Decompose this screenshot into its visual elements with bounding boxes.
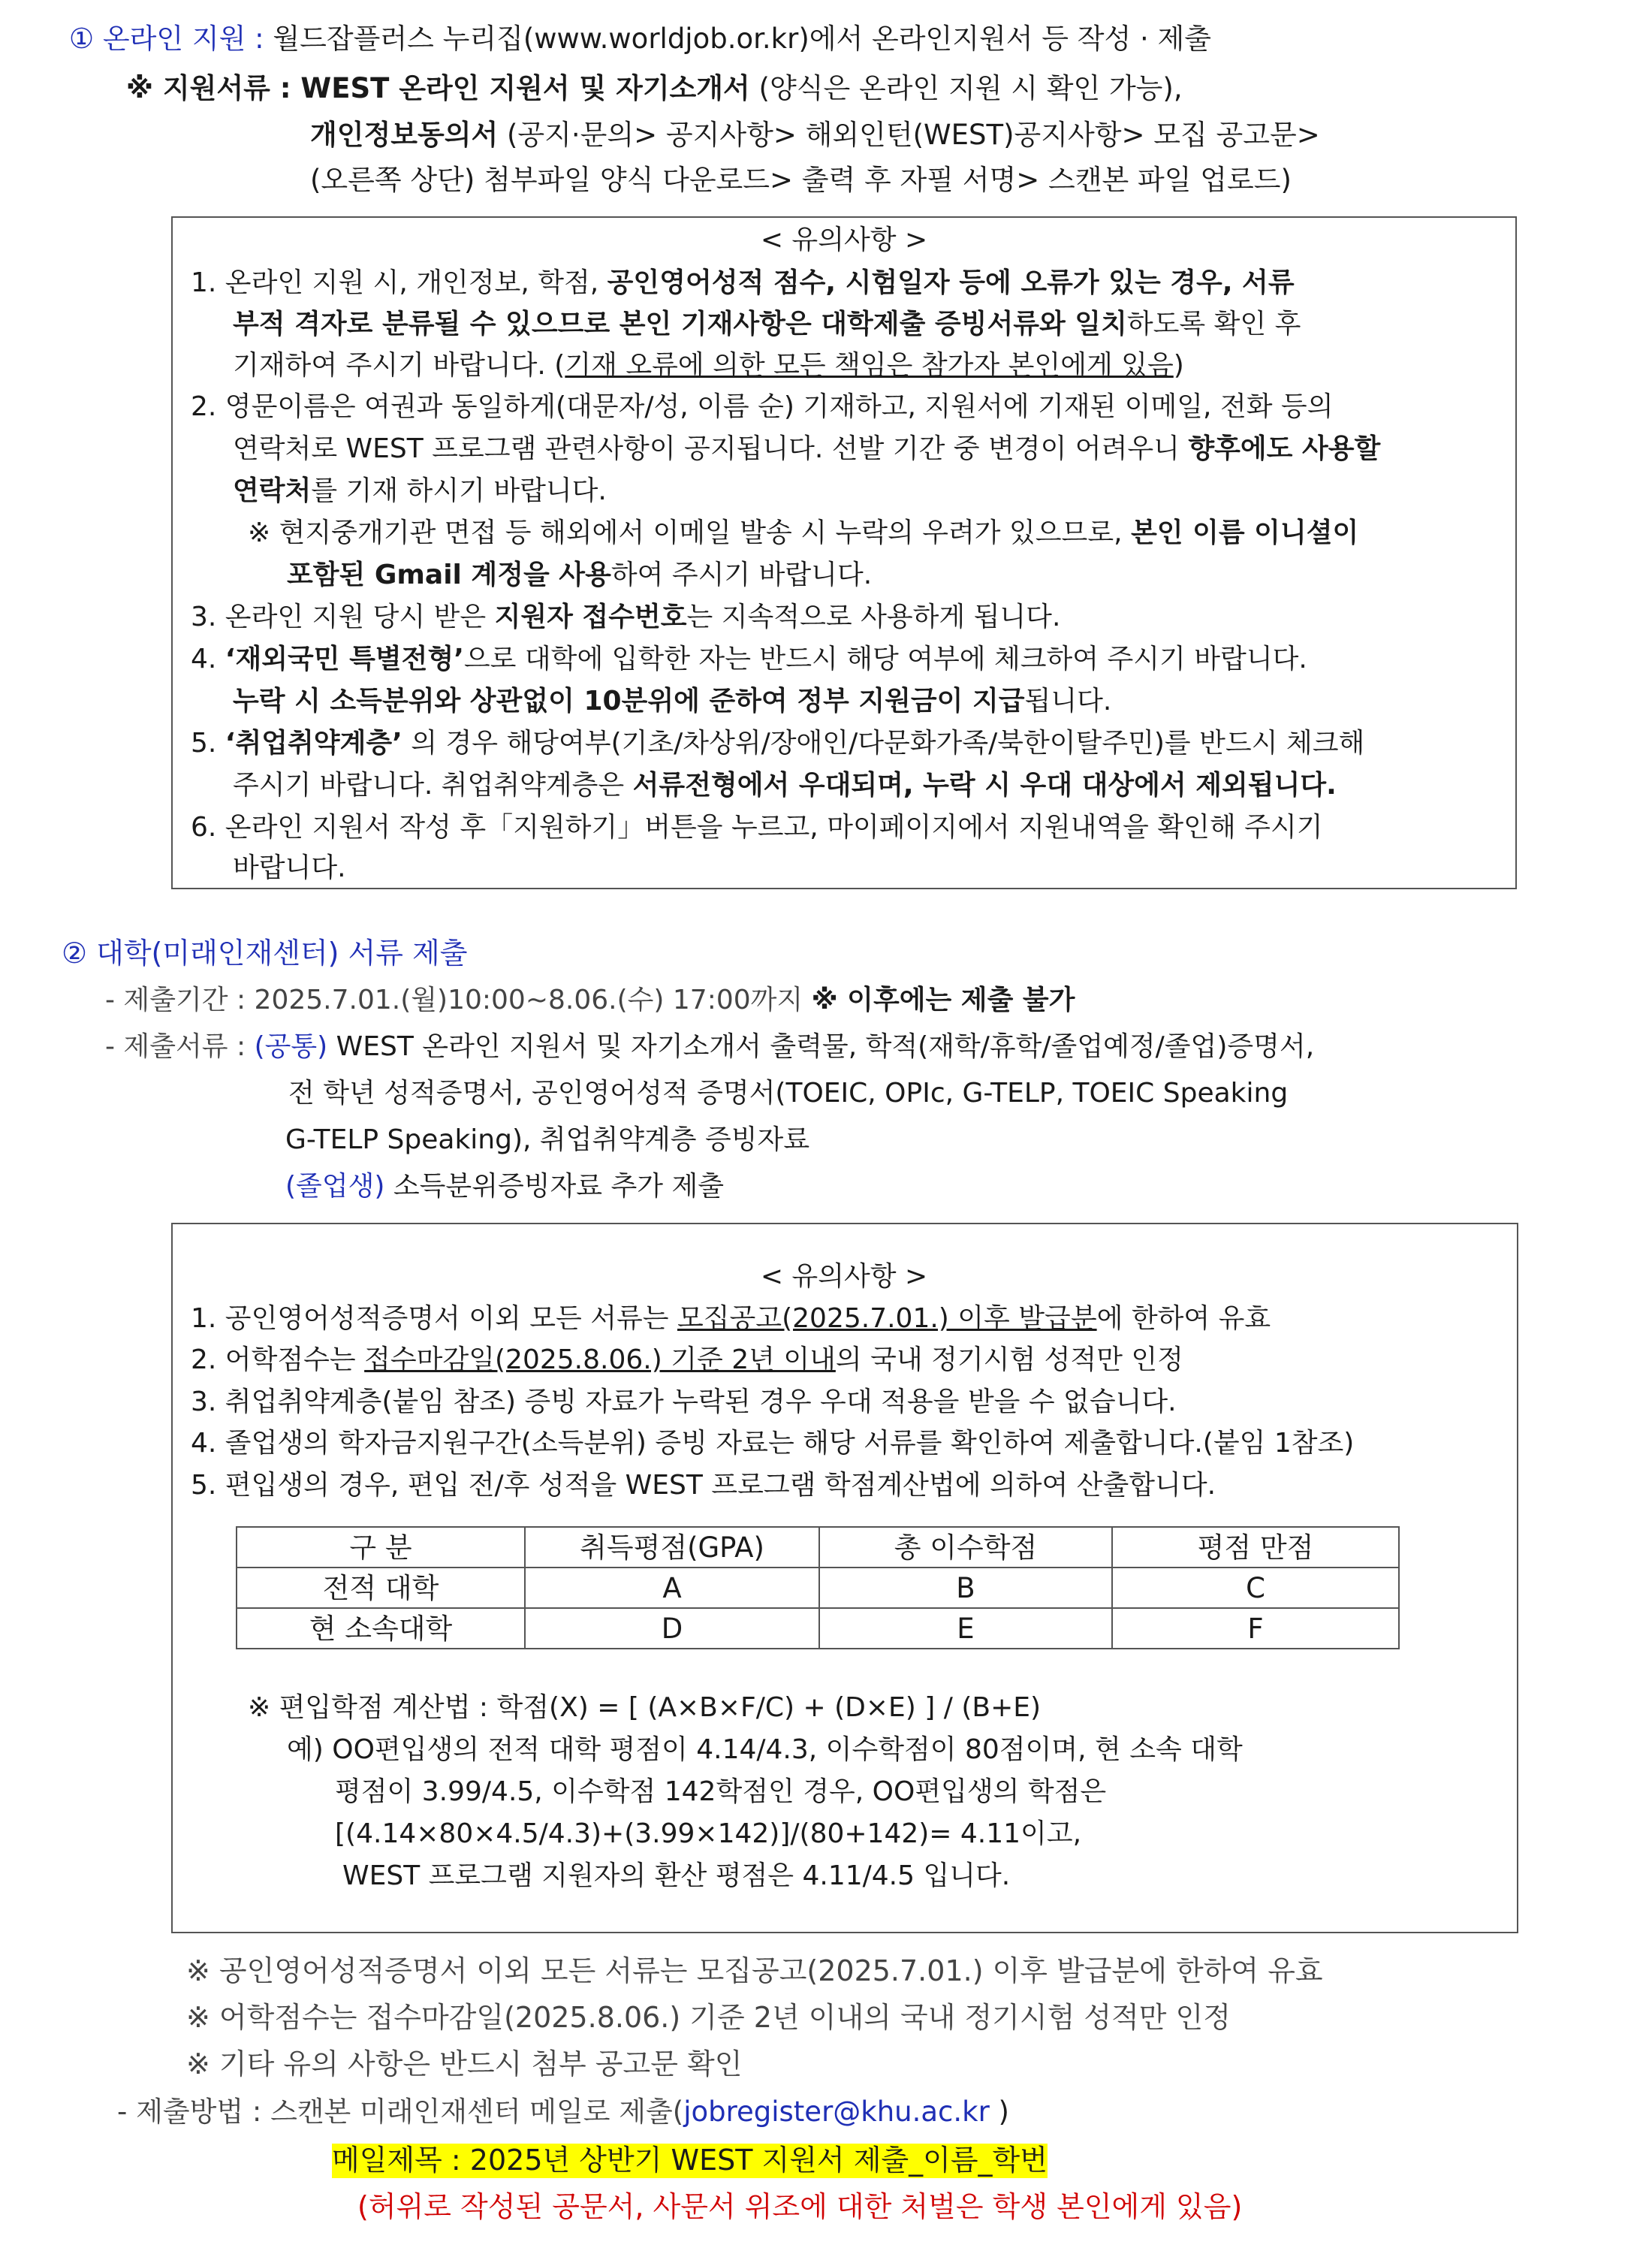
notice1-item2-line2: 연락처로 WEST 프로그램 관련사항이 공지됩니다. 선발 기간 중 변경이 어려우니 향후에도 사용할 bbox=[233, 433, 1381, 464]
example-line1: 예) OO편입생의 전적 대학 평점이 4.14/4.3, 이수학점이 80점이며, 현 소속 대학 bbox=[287, 1734, 1243, 1765]
notice1-item5-line1: 5. ‘취업취약계층’ 의 경우 해당여부(기초/차상위/장애인/다문화가족/북한이탈주민)를 반드시 체크해 bbox=[191, 728, 1365, 759]
notice1-item2-line1: 2. 영문이름은 여권과 동일하게(대문자/성, 이름 순) 기재하고, 지원서에 기재된 이메일, 전화 등의 bbox=[191, 391, 1334, 422]
section1-docs-line2: 개인정보동의서 (공지·문의> 공지사항> 해외인턴(WEST)공지사항> 모집 공고문> bbox=[310, 119, 1320, 151]
table-cell: D bbox=[525, 1608, 819, 1649]
table-cell: B bbox=[819, 1568, 1112, 1608]
notice2-item4: 4. 졸업생의 학자금지원구간(소득분위) 증빙 자료는 해당 서류를 확인하여 제출합니다.(붙임 1참조) bbox=[191, 1428, 1355, 1459]
notice1-item4-line1: 4. ‘재외국민 특별전형’으로 대학에 입학한 자는 반드시 해당 여부에 체크하여 주시기 바랍니다. bbox=[191, 644, 1307, 674]
mail-subject: 메일제목 : 2025년 상반기 WEST 지원서 제출_이름_학번 bbox=[332, 2144, 1048, 2177]
notice-title-1: < 유의사항 > bbox=[760, 225, 928, 255]
submission-docs-line2: 전 학년 성적증명서, 공인영어성적 증명서(TOEIC, OPIc, G-TELP, TOEIC Speaking bbox=[288, 1078, 1289, 1109]
contact-email-link[interactable]: jobregister@khu.ac.kr bbox=[683, 2096, 990, 2128]
table-header-cell: 평점 만점 bbox=[1112, 1527, 1399, 1568]
table-header-cell: 구 분 bbox=[237, 1527, 525, 1568]
transfer-formula: ※ 편입학점 계산법 : 학점(X) = [ (A×B×F/C) + (D×E) ] / (B+E) bbox=[248, 1692, 1042, 1723]
table-row bbox=[237, 1608, 1399, 1649]
notice1-item1-line2: 부적 격자로 분류될 수 있으므로 본인 기재사항은 대학제출 증빙서류와 일치하도록 확인 후 bbox=[233, 309, 1301, 339]
notice1-item6-line1: 6. 온라인 지원서 작성 후「지원하기」버튼을 누르고, 마이페이지에서 지원내역을 확인해 주시기 bbox=[191, 812, 1323, 843]
notice2-item5: 5. 편입생의 경우, 편입 전/후 성적을 WEST 프로그램 학점계산법에 의하여 산출합니다. bbox=[191, 1470, 1216, 1501]
table-cell: C bbox=[1112, 1568, 1399, 1608]
section1-docs-line1: ※ 지원서류 : WEST 온라인 지원서 및 자기소개서 (양식은 온라인 지원 시 확인 가능), bbox=[126, 72, 1183, 104]
table-cell: 전적 대학 bbox=[237, 1568, 525, 1608]
section2-title: ② 대학(미래인재센터) 서류 제출 bbox=[62, 937, 468, 970]
submission-docs-line3: G-TELP Speaking), 취업취약계층 증빙자료 bbox=[285, 1124, 810, 1155]
section1-title: ① 온라인 지원 : bbox=[69, 23, 264, 55]
example-line2: 평점이 3.99/4.5, 이수학점 142학점인 경우, OO편입생의 학점은 bbox=[335, 1776, 1107, 1807]
table-header-cell: 취득평점(GPA) bbox=[525, 1527, 819, 1568]
notice2-item1: 1. 공인영어성적증명서 이외 모든 서류는 모집공고(2025.7.01.) 이후 발급분에 한하여 유효 bbox=[191, 1303, 1271, 1334]
section1-heading: ① 온라인 지원 : 월드잡플러스 누리집(www.worldjob.or.kr)에서 온라인지원서 등 작성 · 제출 bbox=[69, 23, 1211, 55]
notice1-item5-line2: 주시기 바랍니다. 취업취약계층은 서류전형에서 우대되며, 누락 시 우대 대상에서 제외됩니다. bbox=[233, 770, 1337, 801]
section1-docs-line3: (오른쪽 상단) 첨부파일 양식 다운로드> 출력 후 자필 서명> 스캔본 파일 업로드) bbox=[310, 164, 1292, 196]
footnote-1: ※ 공인영어성적증명서 이외 모든 서류는 모집공고(2025.7.01.) 이후 발급분에 한하여 유효 bbox=[186, 1954, 1323, 1987]
notice1-item6-line2: 바랍니다. bbox=[233, 852, 346, 883]
notice1-item2-line5: 포함된 Gmail 계정을 사용하여 주시기 바랍니다. bbox=[287, 560, 873, 590]
table-cell: E bbox=[819, 1608, 1112, 1649]
notice2-item2: 2. 어학점수는 접수마감일(2025.8.06.) 기준 2년 이내의 국내 정기시험 성적만 인정 bbox=[191, 1344, 1183, 1375]
footnote-2: ※ 어학점수는 접수마감일(2025.8.06.) 기준 2년 이내의 국내 정기시험 성적만 인정 bbox=[186, 2001, 1231, 2034]
submission-docs-line1: - 제출서류 : (공통) WEST 온라인 지원서 및 자기소개서 출력물, 학적(재학/휴학/졸업예정/졸업)증명서, bbox=[105, 1031, 1315, 1062]
submission-period: - 제출기간 : 2025.7.01.(월)10:00~8.06.(수) 17:00까지 ※ 이후에는 제출 불가 bbox=[105, 985, 1075, 1015]
notice1-item3: 3. 온라인 지원 당시 받은 지원자 접수번호는 지속적으로 사용하게 됩니다. bbox=[191, 602, 1061, 632]
submission-docs-line4: (졸업생) 소득분위증빙자료 추가 제출 bbox=[285, 1171, 725, 1202]
example-line3: [(4.14×80×4.5/4.3)+(3.99×142)]/(80+142)= 4.11이고, bbox=[335, 1818, 1082, 1849]
footnote-3: ※ 기타 유의 사항은 반드시 첨부 공고문 확인 bbox=[186, 2047, 743, 2080]
table-header-row bbox=[237, 1527, 1399, 1568]
notice1-item1-line1: 1. 온라인 지원 시, 개인정보, 학점, 공인영어성적 점수, 시험일자 등에 오류가 있는 경우, 서류 bbox=[191, 267, 1295, 298]
notice1-item4-line2: 누락 시 소득분위와 상관없이 10분위에 준하여 정부 지원금이 지급됩니다. bbox=[233, 686, 1112, 717]
notice1-item2-line3: 연락처를 기재 하시기 바랍니다. bbox=[233, 475, 607, 506]
transfer-credit-table bbox=[236, 1526, 1400, 1649]
example-line4: WEST 프로그램 지원자의 환산 평점은 4.11/4.5 입니다. bbox=[342, 1860, 1011, 1891]
notice1-item1-line3: 기재하여 주시기 바랍니다. (기재 오류에 의한 모든 책임은 참가자 본인에게 있음) bbox=[233, 350, 1184, 381]
notice1-item2-line4: ※ 현지중개기관 면접 등 해외에서 이메일 발송 시 누락의 우려가 있으므로, 본인 이름 이니셜이 bbox=[248, 517, 1359, 548]
legal-warning: (허위로 작성된 공문서, 사문서 위조에 대한 처벌은 학생 본인에게 있음) bbox=[357, 2190, 1243, 2223]
table-cell: A bbox=[525, 1568, 819, 1608]
table-row bbox=[237, 1568, 1399, 1608]
table-cell: F bbox=[1112, 1608, 1399, 1649]
notice-title-2: < 유의사항 > bbox=[760, 1261, 928, 1292]
notice2-item3: 3. 취업취약계층(붙임 참조) 증빙 자료가 누락된 경우 우대 적용을 받을 수 없습니다. bbox=[191, 1386, 1177, 1417]
table-cell: 현 소속대학 bbox=[237, 1608, 525, 1649]
table-header-cell: 총 이수학점 bbox=[819, 1527, 1112, 1568]
submission-method: - 제출방법 : 스캔본 미래인재센터 메일로 제출(jobregister@khu.ac.kr ) bbox=[117, 2096, 1009, 2128]
